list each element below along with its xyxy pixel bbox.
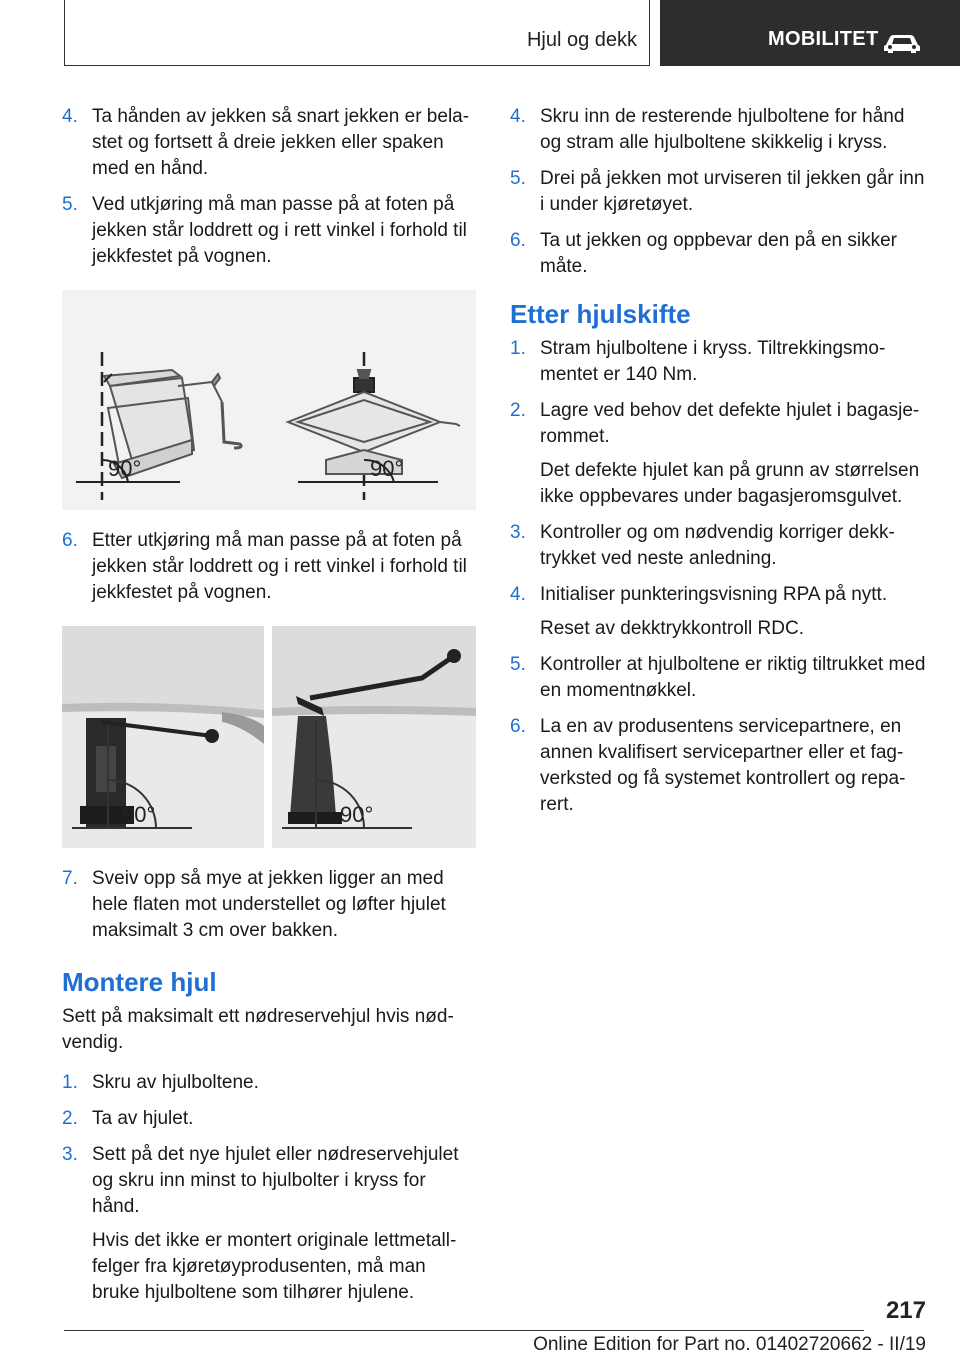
- list-item: [510, 336, 926, 388]
- list-item: [62, 1070, 478, 1096]
- step-note: Reset av dekktrykkontroll RDC.: [540, 618, 804, 639]
- list-item: [510, 582, 926, 642]
- step-number: 5.: [510, 654, 526, 675]
- list-item: [62, 192, 478, 270]
- step-text: Drei på jekken mot urviseren til jekken går inn i under kjøretøyet.: [540, 168, 925, 215]
- step-text: Ta av hjulet.: [92, 1108, 194, 1129]
- step-body: [540, 104, 926, 156]
- jack-photo-left: [62, 626, 264, 848]
- car-icon: [882, 31, 922, 55]
- list-item: [510, 652, 926, 704]
- angle-label-right: 90°: [370, 456, 404, 481]
- step-body: [540, 228, 926, 280]
- step-text: Etter utkjøring må man passe på at foten på jekken står loddrett og i rett vinkel i forhold til jekkfestet på vognen.: [92, 530, 467, 603]
- step-text: Lagre ved behov det defekte hjulet i bagasjerommet.: [540, 400, 920, 447]
- step-body: [92, 104, 478, 182]
- step-list: [62, 1070, 478, 1306]
- step-body: [92, 528, 478, 606]
- page-number: 217: [885, 1297, 926, 1324]
- step-list: [510, 336, 926, 818]
- list-item: [510, 166, 926, 218]
- step-body: [92, 1142, 478, 1306]
- step-text: Skru inn de resterende hjulboltene for hånd og stram alle hjulboltene skikkelig i kryss.: [540, 106, 905, 153]
- jack-photo-right: [272, 626, 476, 848]
- step-number: 4.: [62, 106, 78, 127]
- step-list: [510, 104, 926, 280]
- step-text: Sett på det nye hjulet eller nødreservehjulet og skru inn minst to hjulbolter i kryss for hånd.: [92, 1144, 459, 1217]
- step-body: [540, 166, 926, 218]
- header-section-box: [64, 0, 650, 66]
- heading-montere-hjul: Montere hjul: [62, 967, 217, 997]
- left-column: [62, 104, 478, 1316]
- jack-angle-figure-2: [62, 626, 476, 848]
- step-note: Det defekte hjulet kan på grunn av størrelsen ikke oppbevares under bagasjeromsgulvet.: [540, 460, 920, 507]
- jack-drawing-left: [76, 352, 241, 500]
- step-body: [540, 336, 926, 388]
- angle-label-photo-right: 90°: [340, 802, 374, 827]
- list-item: [62, 1142, 478, 1306]
- step-body: [540, 652, 926, 704]
- list-item: [510, 520, 926, 572]
- step-text: Skru av hjulboltene.: [92, 1072, 259, 1093]
- step-number: 6.: [62, 530, 78, 551]
- list-item: [510, 104, 926, 156]
- step-body: [92, 1070, 259, 1096]
- step-body: [540, 398, 926, 510]
- step-text: Stram hjulboltene i kryss. Tiltrekkingsmomentet er 140 Nm.: [540, 338, 886, 385]
- chapter-title: MOBILITET: [768, 28, 879, 50]
- edition-note: Online Edition for Part no. 01402720662 - II/19: [533, 1334, 926, 1355]
- step-text: Sveiv opp så mye at jekken ligger an med hele flaten mot understellet og løfter hjulet maksimalt 3 cm over bakken.: [92, 868, 446, 941]
- step-number: 7.: [62, 868, 78, 889]
- list-item: [62, 866, 478, 944]
- step-text: Initialiser punkteringsvisning RPA på nytt.: [540, 584, 888, 605]
- step-list: [62, 866, 478, 944]
- step-text: Ta hånden av jekken så snart jekken er belastet og fortsett å dreie jekken eller spaken med en hånd.: [92, 106, 470, 179]
- list-item: [62, 528, 478, 606]
- step-number: 6.: [510, 716, 526, 737]
- step-list: [62, 528, 478, 606]
- section-title: Hjul og dekk: [526, 29, 637, 51]
- step-number: 3.: [510, 522, 526, 543]
- step-number: 2.: [62, 1108, 78, 1129]
- step-number: 4.: [510, 584, 526, 605]
- step-number: 5.: [510, 168, 526, 189]
- step-number: 2.: [510, 400, 526, 421]
- step-text: Kontroller at hjulboltene er riktig tiltrukket med en momentnøkkel.: [540, 654, 926, 701]
- step-number: 1.: [510, 338, 526, 359]
- step-text: La en av produsentens servicepartnere, en annen kvalifisert servicepartner eller et fagverksted og få systemet kontrollert og reparert.: [540, 716, 906, 815]
- step-body: [92, 1106, 193, 1132]
- step-text: Ved utkjøring må man passe på at foten på jekken står loddrett og i rett vinkel i forhold til jekkfestet på vognen.: [92, 194, 467, 267]
- step-body: [540, 582, 887, 642]
- right-column: [510, 104, 926, 828]
- step-body: [92, 866, 478, 944]
- heading-etter-hjulskifte: Etter hjulskifte: [510, 299, 691, 329]
- list-item: [510, 398, 926, 510]
- step-text: Kontroller og om nødvendig korriger dekktrykket ved neste anledning.: [540, 522, 895, 569]
- list-item: [510, 714, 926, 818]
- intro-paragraph: Sett på maksimalt ett nødreservehjul hvis nødvendig.: [62, 1006, 454, 1053]
- step-note: Hvis det ikke er montert originale lettmetallfelger fra kjøretøyprodusenten, må man bruke hjulboltene som tilhører hjulene.: [92, 1230, 457, 1303]
- step-number: 4.: [510, 106, 526, 127]
- jack-angle-figure-1: [62, 290, 476, 510]
- list-item: [510, 228, 926, 280]
- step-number: 3.: [62, 1144, 78, 1165]
- list-item: [62, 104, 478, 182]
- step-number: 1.: [62, 1072, 78, 1093]
- step-body: [92, 192, 478, 270]
- step-number: 6.: [510, 230, 526, 251]
- step-text: Ta ut jekken og oppbevar den på en sikker måte.: [540, 230, 898, 277]
- footer-divider: [64, 1330, 864, 1331]
- step-number: 5.: [62, 194, 78, 215]
- angle-label-left: 90°: [108, 456, 142, 481]
- step-body: [540, 714, 926, 818]
- step-body: [540, 520, 926, 572]
- angle-label-photo-left: 90°: [122, 802, 156, 827]
- list-item: [62, 1106, 478, 1132]
- chapter-tab: [660, 0, 960, 66]
- step-list: [62, 104, 478, 270]
